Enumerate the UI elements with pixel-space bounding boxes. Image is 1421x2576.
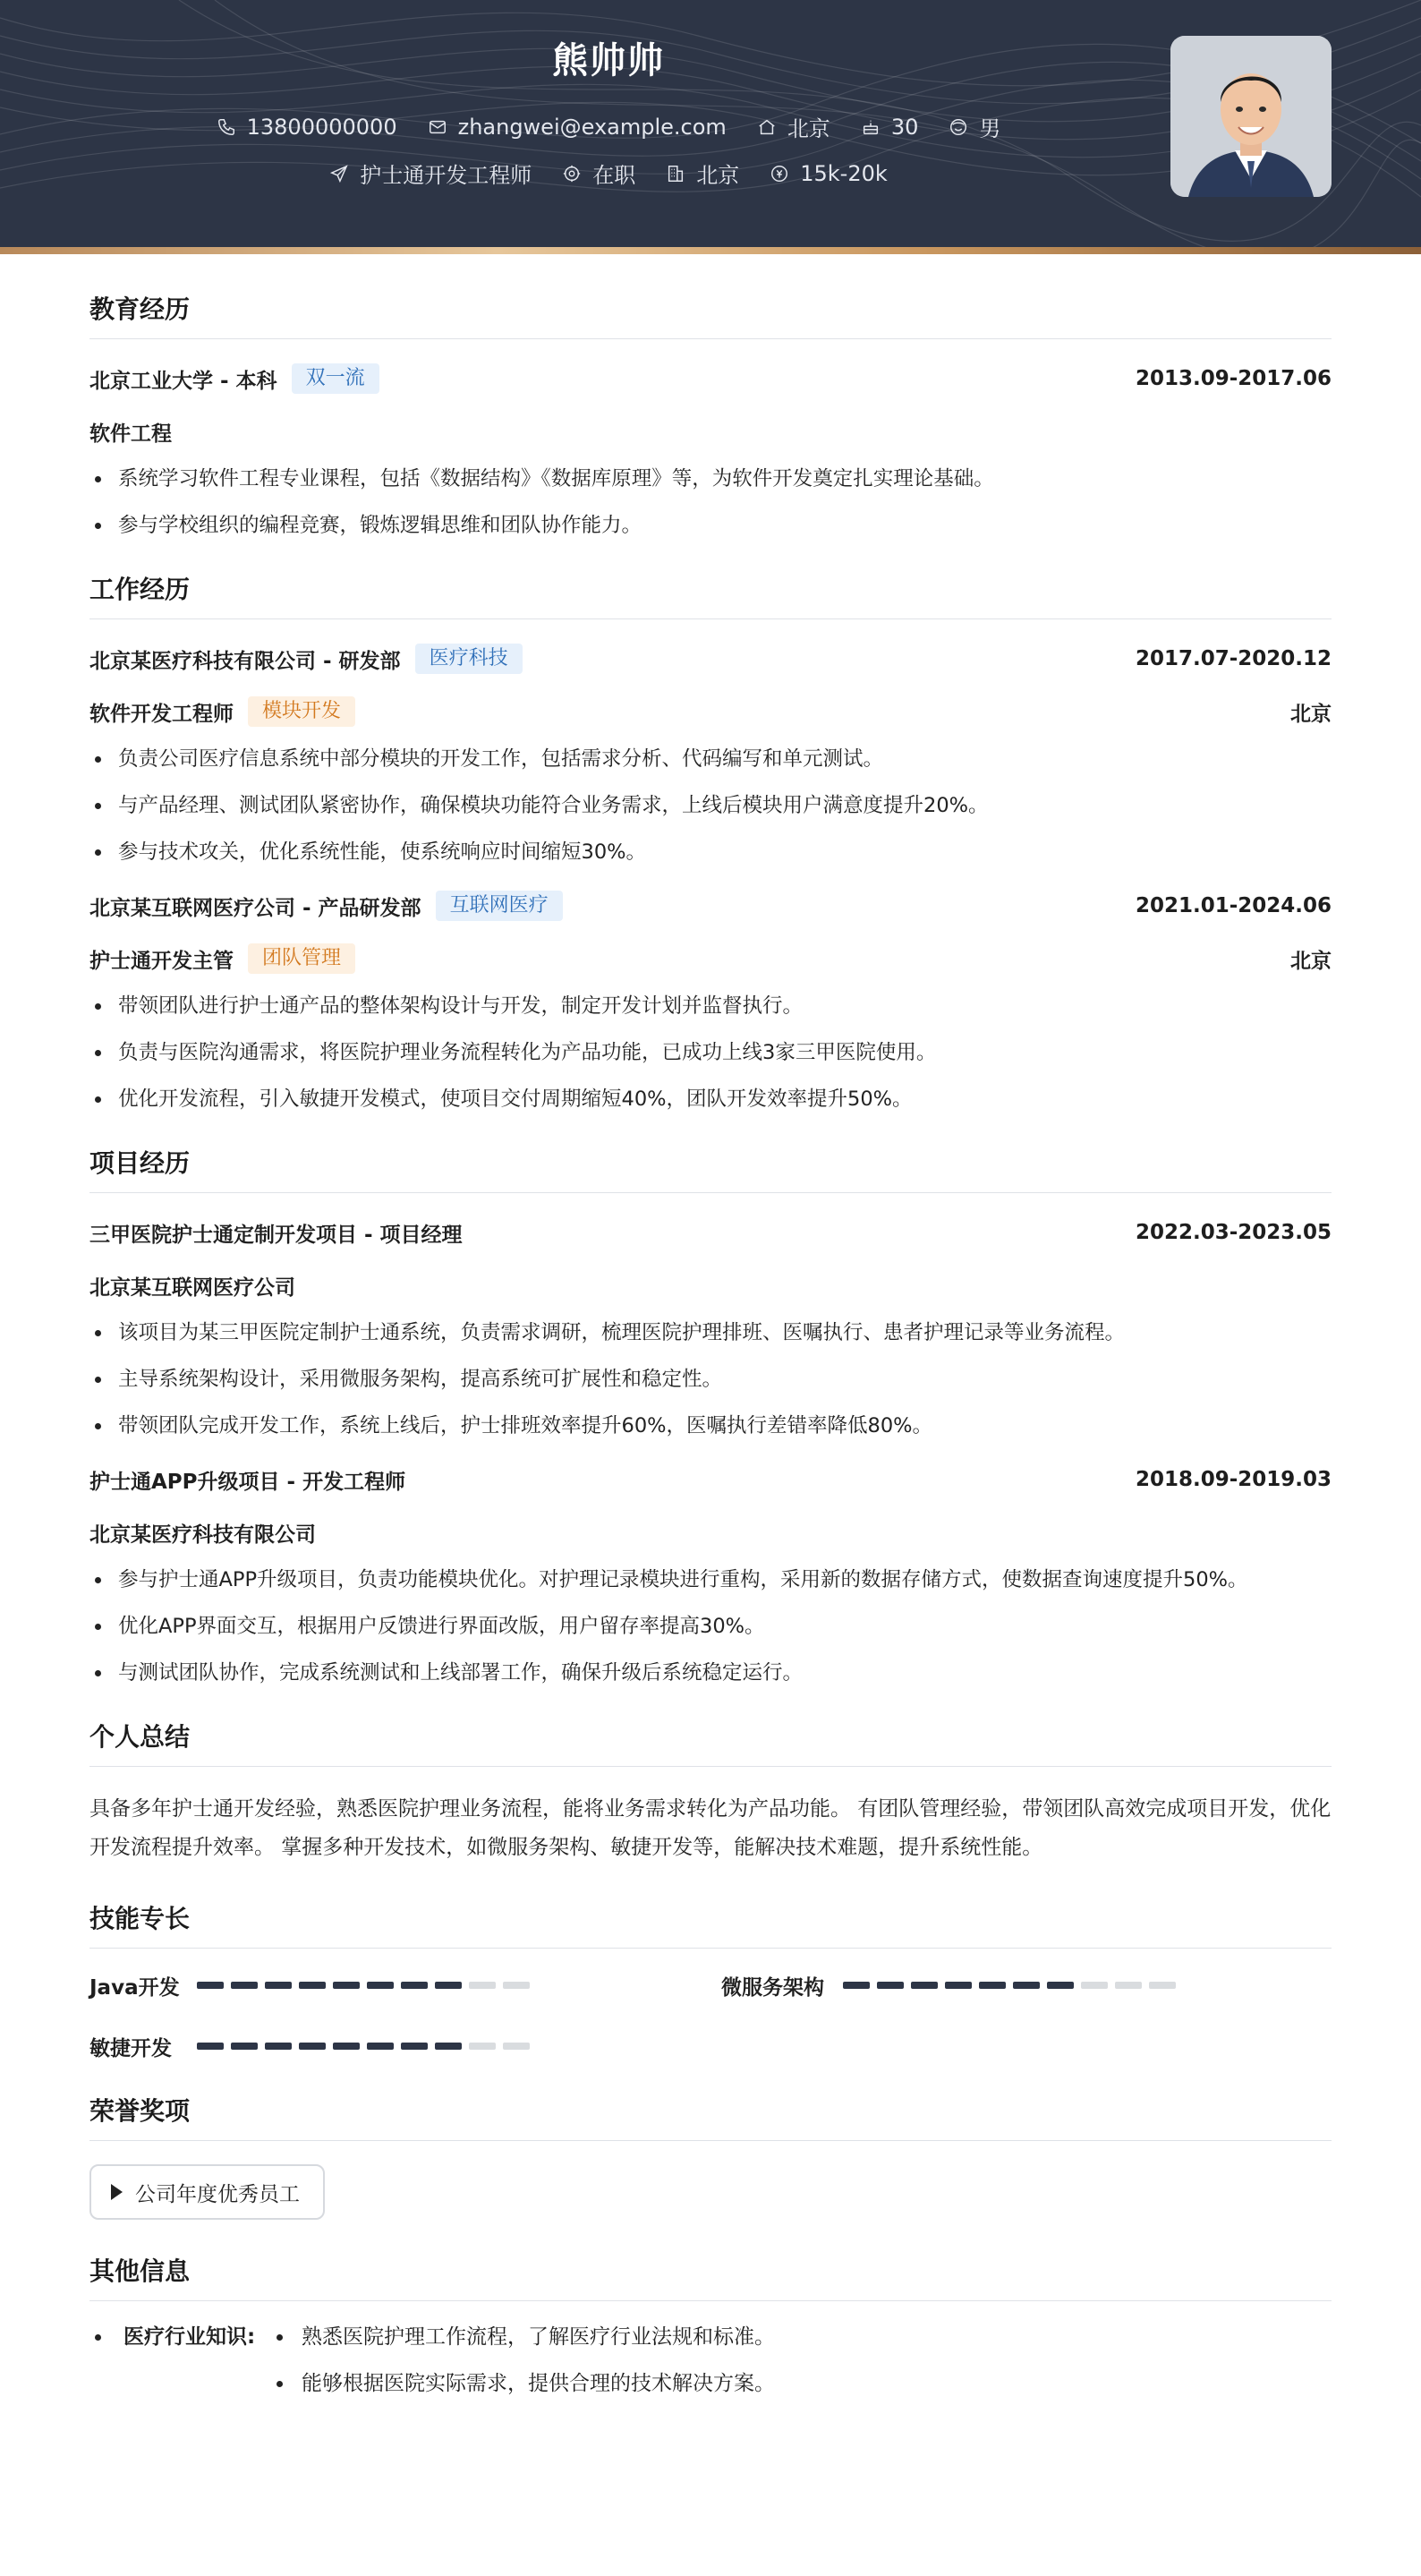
location-text: 北京 (787, 116, 830, 141)
skill-item (89, 1972, 721, 1999)
skill-segment-empty (1115, 1982, 1142, 1989)
job-intent-text: 护士通开发工程师 (360, 163, 532, 188)
skill-segment-filled (299, 2043, 326, 2050)
skill-segment-filled (435, 2043, 462, 2050)
skill-segment-empty (1149, 1982, 1176, 1989)
skill-segment-empty (469, 2043, 496, 2050)
section-title-awards: 荣誉奖项 (89, 2092, 1332, 2141)
section-title-skills: 技能专长 (89, 1899, 1332, 1949)
phone-info (217, 115, 397, 140)
skill-segment-empty (469, 1982, 496, 1989)
company-name: 北京某医疗科技有限公司 - 研发部 (89, 649, 401, 673)
company-name: 北京某互联网医疗公司 - 产品研发部 (89, 896, 421, 920)
salary-text: 15k-20k (800, 160, 888, 186)
intent-city-text: 北京 (696, 163, 740, 188)
profile-photo (1170, 36, 1332, 197)
section-title-summary: 个人总结 (89, 1718, 1332, 1767)
skills-grid (89, 1972, 1332, 2060)
major (89, 416, 1332, 447)
skill-segment-filled (877, 1982, 904, 1989)
list-item: 熟悉医院护理工作流程，了解医疗行业法规和标准。 (271, 2324, 775, 2350)
list-item: 该项目为某三甲医院定制护士通系统，负责需求调研，梳理医院护理排班、医嘱执行、患者护理记录等业务流程。 (89, 1320, 1332, 1345)
skill-segment-filled (1047, 1982, 1074, 1989)
list-item: 与产品经理、测试团队紧密协作，确保模块功能符合业务需求，上线后模块用户满意度提升20%。 (89, 793, 1332, 818)
skill-item (89, 2033, 721, 2060)
work-role-row (89, 943, 1332, 974)
cake-icon (861, 117, 881, 137)
work-bullets (89, 746, 1332, 865)
intent-row (0, 158, 1217, 189)
skill-segment-filled (367, 2043, 394, 2050)
list-item: 带领团队进行护士通产品的整体架构设计与开发，制定开发计划并监督执行。 (89, 994, 1332, 1019)
list-item: 带领团队完成开发工作，系统上线后，护士排班效率提升60%，医嘱执行差错率降低80%。 (89, 1413, 1332, 1438)
industry-tag: 医疗科技 (415, 644, 523, 674)
list-item: 能够根据医院实际需求，提供合理的技术解决方案。 (271, 2371, 775, 2396)
section-title-education: 教育经历 (89, 290, 1332, 339)
list-item: 优化APP界面交互，根据用户反馈进行界面改版，用户留存率提高30%。 (89, 1614, 1332, 1639)
project-org: 北京某互联网医疗公司 (89, 1275, 295, 1300)
resume-header (0, 0, 1421, 252)
skill-segment-filled (333, 1982, 360, 1989)
other-section (89, 2252, 1332, 2418)
project-date: 2022.03-2023.05 (1135, 1221, 1332, 1244)
section-title-projects: 项目经历 (89, 1144, 1332, 1193)
location-info (757, 111, 830, 142)
project-bullets (89, 1567, 1332, 1685)
skill-segment-empty (503, 1982, 530, 1989)
skill-segment-filled (979, 1982, 1006, 1989)
work-entry-head (89, 643, 1332, 675)
intent-city-info (666, 158, 739, 189)
bullet-dot (95, 2334, 101, 2341)
email-text: zhangwei@example.com (457, 114, 727, 140)
school-tag: 双一流 (292, 363, 379, 394)
awards-section (89, 2092, 1332, 2220)
project-entry-head (89, 1463, 1332, 1496)
project-name: 护士通APP升级项目 - 开发工程师 (89, 1470, 406, 1494)
summary-text: 具备多年护士通开发经验，熟悉医院护理业务流程，能将业务需求转化为产品功能。 有团队管理经验，带领团队高效完成项目开发，优化开发流程提升效率。 掌握多种开发技术，如微服务架构、敏捷开发等，能解决技术难题，提升系统性能。 (89, 1797, 1332, 1859)
paper-plane-icon (329, 164, 349, 183)
project-date: 2018.09-2019.03 (1135, 1468, 1332, 1491)
work-entry (89, 643, 1332, 865)
skill-level-bar (843, 1982, 1176, 1989)
skill-segment-filled (1013, 1982, 1040, 1989)
job-role: 护士通开发主管 (89, 949, 234, 973)
work-city: 北京 (1290, 702, 1332, 726)
status-info (562, 158, 635, 189)
skill-segment-filled (265, 2043, 292, 2050)
skill-name: 敏捷开发 (89, 2036, 172, 2060)
work-city: 北京 (1290, 949, 1332, 973)
skill-segment-empty (1081, 1982, 1108, 1989)
job-intent-info (329, 158, 532, 189)
education-entry (89, 363, 1332, 538)
skill-segment-filled (197, 1982, 224, 1989)
list-item: 负责公司医疗信息系统中部分模块的开发工作，包括需求分析、代码编写和单元测试。 (89, 746, 1332, 772)
education-entry-head (89, 363, 1332, 395)
avatar-portrait (1170, 36, 1332, 197)
education-date: 2013.09-2017.06 (1135, 367, 1332, 390)
skill-item (721, 1972, 1332, 1999)
job-role: 软件开发工程师 (89, 702, 234, 726)
skill-segment-filled (333, 2043, 360, 2050)
skill-segment-filled (265, 1982, 292, 1989)
work-entry-head (89, 890, 1332, 922)
project-entry-head (89, 1216, 1332, 1249)
skill-segment-filled (401, 1982, 428, 1989)
projects-section (89, 1144, 1332, 1685)
list-item: 参与护士通APP升级项目，负责功能模块优化。对护理记录模块进行重构，采用新的数据存储方式，使数据查询速度提升50%。 (89, 1567, 1332, 1592)
project-org-row (89, 1270, 1332, 1301)
project-bullets (89, 1320, 1332, 1438)
status-text: 在职 (592, 163, 636, 188)
skill-level-bar (197, 2043, 530, 2050)
play-triangle-icon (111, 2184, 123, 2200)
section-title-other: 其他信息 (89, 2252, 1332, 2301)
project-org: 北京某医疗科技有限公司 (89, 1523, 316, 1547)
list-item: 系统学习软件工程专业课程，包括《数据结构》《数据库原理》等，为软件开发奠定扎实理论基础。 (89, 466, 1332, 491)
skill-segment-filled (945, 1982, 972, 1989)
education-bullets (89, 466, 1332, 538)
skills-section (89, 1899, 1332, 2060)
skill-name: Java开发 (89, 1975, 180, 2000)
work-section (89, 570, 1332, 1112)
skill-segment-filled (367, 1982, 394, 1989)
accent-divider (0, 247, 1421, 254)
major-text: 软件工程 (89, 422, 172, 446)
age-text: 30 (890, 114, 919, 140)
work-role-row (89, 696, 1332, 727)
age-info (861, 115, 919, 140)
home-icon (757, 117, 777, 137)
list-item: 优化开发流程，引入敏捷开发模式，使项目交付周期缩短40%，团队开发效率提升50%。 (89, 1087, 1332, 1112)
role-tag: 团队管理 (248, 943, 355, 974)
other-list (271, 2324, 775, 2418)
mail-icon (428, 117, 447, 137)
skill-segment-filled (231, 2043, 258, 2050)
list-item: 与测试团队协作，完成系统测试和上线部署工作，确保升级后系统稳定运行。 (89, 1660, 1332, 1685)
email-info (428, 115, 727, 140)
skill-segment-filled (197, 2043, 224, 2050)
skill-segment-filled (911, 1982, 938, 1989)
award-label: 公司年度优秀员工 (135, 2182, 300, 2206)
project-entry (89, 1216, 1332, 1438)
skill-level-bar (197, 1982, 530, 1989)
candidate-name: 熊帅帅 (552, 40, 665, 81)
project-entry (89, 1463, 1332, 1685)
project-org-row (89, 1517, 1332, 1548)
coin-icon (770, 164, 789, 183)
phone-text: 13800000000 (246, 114, 397, 140)
work-date: 2017.07-2020.12 (1135, 647, 1332, 670)
status-icon (562, 164, 582, 183)
work-bullets (89, 994, 1332, 1112)
section-title-work: 工作经历 (89, 570, 1332, 619)
work-entry (89, 890, 1332, 1112)
skill-segment-filled (231, 1982, 258, 1989)
skill-segment-filled (401, 2043, 428, 2050)
education-section (89, 290, 1332, 538)
project-name: 三甲医院护士通定制开发项目 - 项目经理 (89, 1223, 463, 1247)
gender-info (949, 111, 1000, 142)
gender-text: 男 (979, 116, 1001, 141)
skill-segment-filled (843, 1982, 870, 1989)
building-icon (666, 164, 685, 183)
industry-tag: 互联网医疗 (436, 891, 563, 921)
contact-row (0, 111, 1217, 142)
skill-segment-filled (299, 1982, 326, 1989)
other-info-row (89, 2324, 1332, 2418)
list-item: 负责与医院沟通需求，将医院护理业务流程转化为产品功能，已成功上线3家三甲医院使用。 (89, 1040, 1332, 1065)
skill-segment-empty (503, 2043, 530, 2050)
list-item: 主导系统架构设计，采用微服务架构，提高系统可扩展性和稳定性。 (89, 1367, 1332, 1392)
person-icon (949, 117, 968, 137)
salary-info (770, 161, 888, 186)
school-name: 北京工业大学 - 本科 (89, 369, 277, 393)
skill-segment-filled (435, 1982, 462, 1989)
skill-name: 微服务架构 (721, 1975, 824, 2000)
role-tag: 模块开发 (248, 696, 355, 727)
resume-body (89, 286, 1332, 2450)
other-label: 医疗行业知识: (123, 2325, 256, 2349)
phone-icon (217, 117, 236, 137)
list-item: 参与学校组织的编程竞赛，锻炼逻辑思维和团队协作能力。 (89, 513, 1332, 538)
work-date: 2021.01-2024.06 (1135, 894, 1332, 917)
summary-section (89, 1718, 1332, 1867)
award-item[interactable] (89, 2164, 325, 2220)
list-item: 参与技术攻关，优化系统性能，使系统响应时间缩短30%。 (89, 840, 1332, 865)
